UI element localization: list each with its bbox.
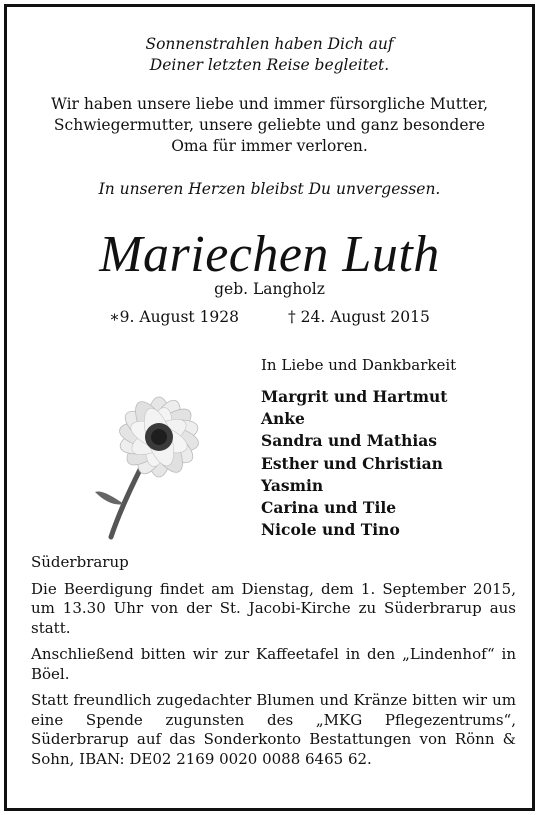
place-name: Süderbrarup: [31, 553, 129, 571]
message-line-1: Wir haben unsere liebe und immer fürsorgliche Mutter,: [50, 95, 489, 113]
flower-icon: [91, 382, 229, 540]
intro-line-1: Sonnenstrahlen haben Dich auf: [145, 35, 394, 53]
message-line-2: Schwiegermutter, unsere geliebte und ganz besondere: [53, 116, 486, 134]
family-heading: In Liebe und Dankbarkeit: [261, 356, 457, 374]
family-member: Nicole und Tino: [261, 520, 400, 540]
family-member: Anke: [261, 409, 305, 429]
message-line-3: Oma für immer verloren.: [171, 137, 368, 155]
life-dates: [7, 307, 532, 328]
remembrance-line: In unseren Herzen bleibst Du unvergessen.: [98, 180, 441, 198]
loss-message: [7, 94, 532, 157]
deceased-name: Mariechen Luth: [99, 226, 440, 283]
funeral-details: [31, 553, 516, 776]
family-member: Esther und Christian: [261, 453, 443, 473]
intro-verse: [7, 34, 532, 76]
family-member: Carina und Tile: [261, 498, 397, 518]
family-member: Yasmin: [261, 475, 324, 495]
reception-info: Anschließend bitten wir zur Kaffeetafel in den „Lindenhof“ in Böel.: [31, 645, 516, 683]
donation-info: Statt freundlich zugedachter Blumen und Kränze bitten wir um eine Spende zugunsten des „MKG Pflegezentrums“, Süderbrarup auf das Sonderkonto Bestattungen von Rönn & Sohn, IBAN: DE02 2169 0020 0088 6465 62.: [31, 691, 516, 768]
maiden-name: geb. Langholz: [214, 280, 325, 298]
death-date: † 24. August 2015: [287, 308, 430, 326]
intro-line-2: Deiner letzten Reise begleitet.: [149, 56, 390, 74]
family-member: Margrit und Hartmut: [261, 387, 448, 406]
funeral-info: Die Beerdigung findet am Dienstag, dem 1. September 2015, um 13.30 Uhr von der St. Jacobi-Kirche zu Süderbrarup aus statt.: [31, 579, 516, 637]
family-signatures: [261, 355, 521, 541]
family-member: Sandra und Mathias: [261, 431, 438, 451]
birth-date: ∗9. August 1928: [109, 308, 240, 326]
obituary-notice: [4, 4, 535, 811]
